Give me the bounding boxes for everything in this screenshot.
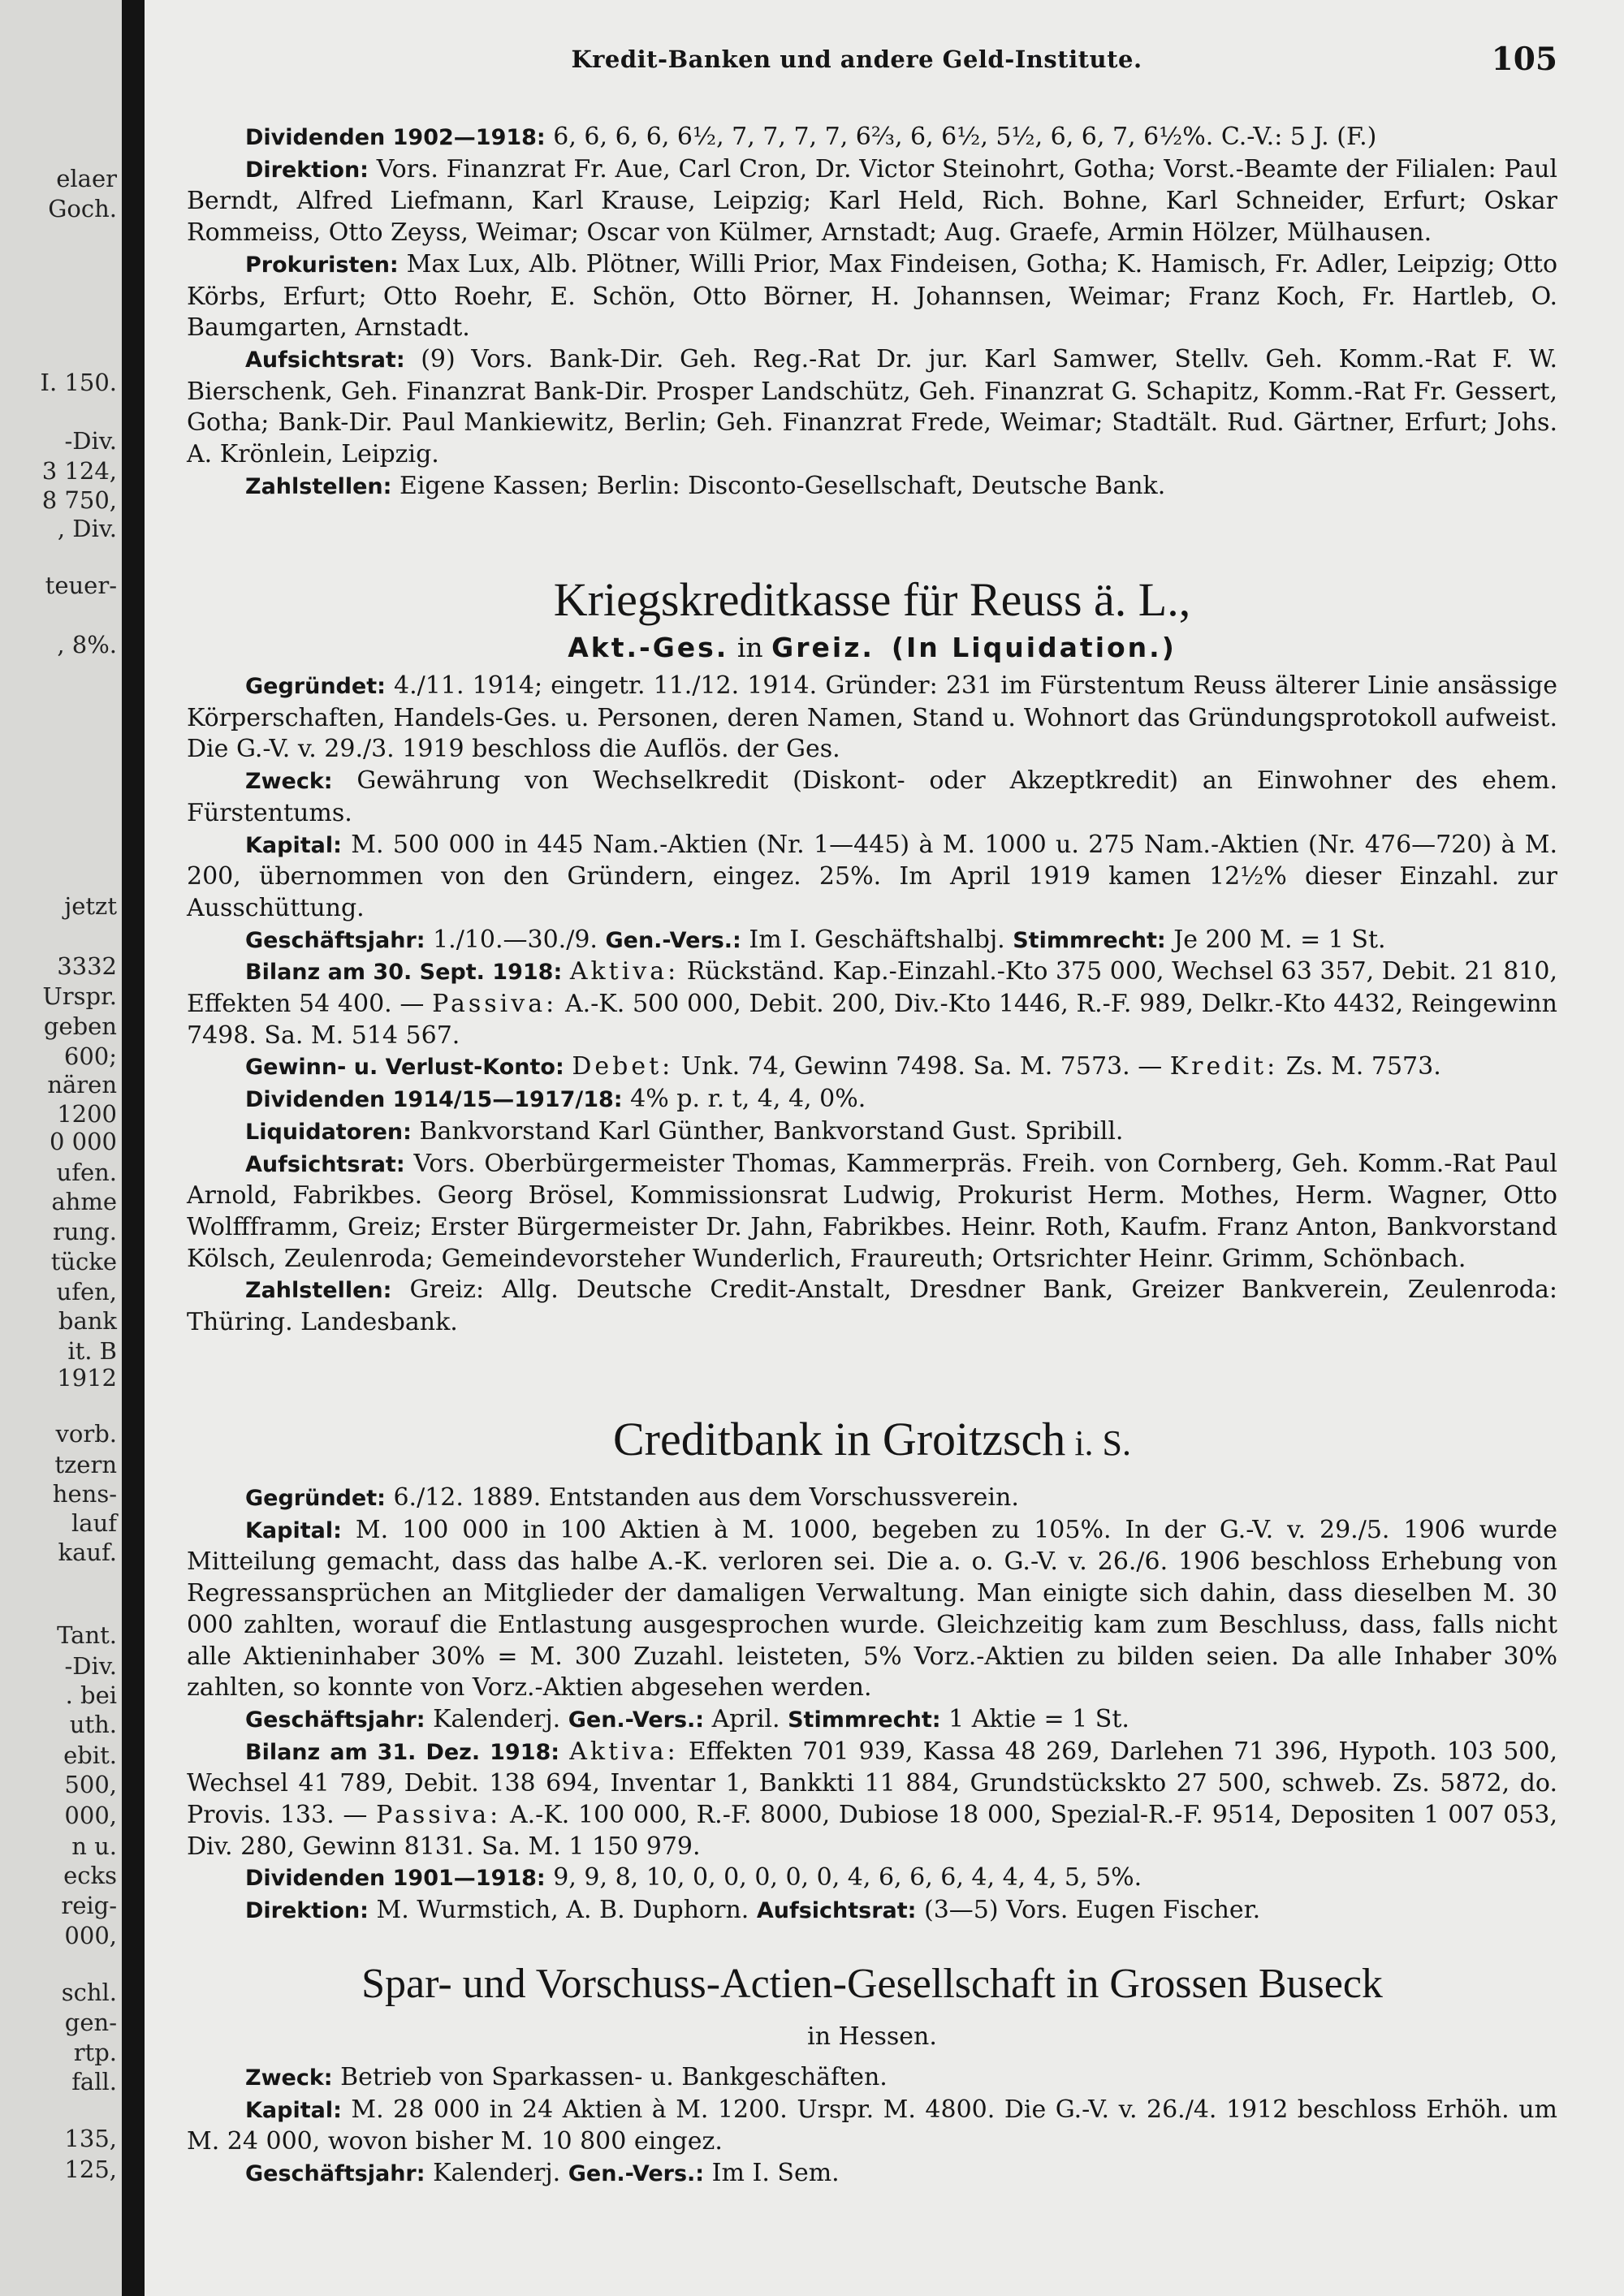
- kapital-paragraph: [187, 1515, 1557, 1704]
- direktion-paragraph: [187, 154, 1557, 249]
- running-head: Kredit-Banken und andere Geld-Institute.: [571, 45, 1142, 73]
- field-text: A.-K. 500 000, Debit. 200, Div.-Kto 1446, R.-F. 989, Delkr.-Kto 4432, Reingewinn 7498. Sa. M. 514 567.: [187, 990, 1557, 1050]
- margin-fragment: tzern: [54, 1451, 117, 1478]
- field-label: Prokuristen:: [245, 252, 399, 278]
- field-text: 6, 6, 6, 6, 6½, 7, 7, 7, 7, 6⅔, 6, 6½, 5½, 6, 6, 7, 6½%. C.-V.: 5 J. (F.): [545, 123, 1377, 151]
- prokuristen-paragraph: [187, 249, 1557, 344]
- field-text: Kalenderj.: [425, 2159, 568, 2188]
- geschaeftsjahr-paragraph: [187, 2158, 1557, 2190]
- margin-fragment: teuer-: [45, 572, 117, 599]
- aktiva-label: Aktiva:: [569, 1737, 679, 1766]
- field-text: Max Lux, Alb. Plötner, Willi Prior, Max Findeisen, Gotha; K. Hamisch, Fr. Adler, Leipzig; Otto Körbs, Erfurt; Otto Roehr, E. Schön, Otto Börner, H. Johannsen, Weimar; Franz Koch, Fr. Hartleb, O. Baumgarten, Arnstadt.: [187, 249, 1557, 343]
- field-label: Bilanz am 31. Dez. 1918:: [245, 1739, 560, 1765]
- margin-fragment: 500,: [64, 1771, 117, 1798]
- field-label: Geschäftsjahr:: [245, 1707, 425, 1733]
- field-text: A.-K. 100 000, R.-F. 8000, Dubiose 18 000, Spezial-R.-F. 9514, Depositen 1 007 053, Div. 280, Gewinn 8131. Sa. M. 1 150 979.: [187, 1801, 1558, 1861]
- margin-fragment: hens-: [52, 1480, 117, 1508]
- field-text: M. 100 000 in 100 Aktien à M. 1000, begeben zu 105%. In der G.-V. v. 29./5. 1906 wurde Mitteilung gemacht, dass das halbe A.-K. verloren sei. Die a. o. G.-V. v. 26./6. 1906 beschloss Erhebung von Regressansprüchen an Mitglieder der damaligen Verwaltung. Man einigte sich dahin, dass dieselben M. 30 000 zahlten, worauf die Entlastung ausgesprochen wurde. Gleichzeitig kam zum Beschluss, dass, falls nicht alle Aktieninhaber 30% = M. 300 Zuzahl. leisteten, 5% Vorz.-Aktien zu bilden seien. Da alle Inhaber 30% zahlten, so konnte von Vorz.-Aktien abgesehen werden.: [187, 1515, 1557, 1703]
- margin-fragment: 000,: [64, 1802, 117, 1829]
- field-text: Eigene Kassen; Berlin: Disconto-Gesellschaft, Deutsche Bank.: [391, 471, 1166, 500]
- field-label: Kapital:: [245, 832, 342, 858]
- gegruendet-paragraph: [187, 671, 1557, 766]
- field-label: Aufsichtsrat:: [245, 1151, 405, 1177]
- field-text: Kalenderj.: [425, 1704, 568, 1733]
- field-label: Dividenden 1901—1918:: [245, 1866, 546, 1892]
- margin-fragment: ufen.: [56, 1159, 117, 1186]
- margin-fragment: schl.: [61, 1979, 117, 2006]
- field-text: 9, 9, 8, 10, 0, 0, 0, 0, 0, 4, 6, 6, 6, 4, 4, 4, 5, 5%.: [545, 1863, 1142, 1892]
- title-main: Creditbank in Groitzsch: [612, 1413, 1066, 1465]
- field-text: Vors. Finanzrat Fr. Aue, Carl Cron, Dr. Victor Steinohrt, Gotha; Vorst.-Beamte der Filialen: Paul Berndt, Alfred Liefmann, Karl Krause, Leipzig; Karl Held, Rich. Bohne, Karl Schneider, Erfurt; Oskar Rommeiss, Otto Zeyss, Weimar; Oscar von Külmer, Arnstadt; Aug. Graefe, Armin Hölzer, Mülhausen.: [187, 154, 1557, 248]
- margin-fragment: geben: [43, 1012, 117, 1040]
- aufsichtsrat-paragraph: [187, 1149, 1557, 1275]
- margin-fragment: rtp.: [73, 2039, 117, 2066]
- margin-fragment: vorb.: [55, 1420, 117, 1448]
- margin-fragment: 1200: [57, 1100, 117, 1128]
- field-text: 1 Aktie = 1 St.: [940, 1704, 1129, 1733]
- kapital-paragraph: [187, 830, 1557, 925]
- field-text: Je 200 M. = 1 St.: [1165, 925, 1386, 954]
- field-label: Kapital:: [245, 1517, 342, 1543]
- gewinn-paragraph: [187, 1051, 1557, 1084]
- field-text: 1./10.—30./9.: [425, 925, 606, 954]
- margin-fragment: 600;: [63, 1042, 117, 1070]
- margin-fragment: -Div.: [64, 427, 117, 455]
- field-text: April.: [704, 1704, 788, 1733]
- entry-subtitle-kriegskreditkasse: [187, 634, 1557, 661]
- kapital-paragraph: [187, 2095, 1557, 2158]
- margin-fragment: 8 750,: [41, 486, 117, 514]
- field-text: Rückständ. Kap.-Einzahl.-Kto 375 000, Wechsel 63 357, Debit. 21 810, Effekten 54 400. —: [187, 957, 1557, 1019]
- entry-body-sparverein: [187, 2062, 1557, 2190]
- zahlstellen-paragraph: [187, 471, 1557, 503]
- margin-fragment: elaer: [56, 165, 117, 192]
- geschaeftsjahr-paragraph: [187, 1704, 1557, 1737]
- field-label: Direktion:: [245, 1898, 369, 1924]
- field-label: Aufsichtsrat:: [756, 1898, 917, 1924]
- field-text: M. 28 000 in 24 Aktien à M. 1200. Urspr. M. 4800. Die G.-V. v. 26./4. 1912 beschloss Erhöh. um M. 24 000, wovon bisher M. 10 800 eingez.: [187, 2095, 1557, 2156]
- margin-fragment: ebit.: [63, 1741, 117, 1769]
- margin-fragment: 3332: [57, 952, 117, 980]
- field-text: Unk. 74, Gewinn 7498. Sa. M. 7573. —: [673, 1052, 1170, 1081]
- previous-page-margin: [0, 0, 122, 2296]
- aufsichtsrat-paragraph: [187, 344, 1557, 471]
- field-text: M. 500 000 in 445 Nam.-Aktien (Nr. 1—445) à M. 1000 u. 275 Nam.-Aktien (Nr. 476—720) à M. 200, übernommen von den Gründern, eingez. 25%. Im April 1919 kamen 12½% dieser Einzahl. zur Ausschüttung.: [187, 830, 1557, 922]
- field-text: Im I. Geschäftshalbj.: [741, 925, 1013, 954]
- entry-title-creditbank: [187, 1413, 1557, 1465]
- field-label: Kapital:: [245, 2097, 342, 2123]
- debet-label: Debet:: [572, 1052, 674, 1081]
- entry-title-kriegskreditkasse: Kriegskreditkasse für Reuss ä. L.,: [553, 573, 1191, 626]
- subtitle-connector: in: [728, 632, 772, 663]
- field-label: Stimmrecht:: [788, 1707, 941, 1733]
- field-label: Gen.-Vers.:: [568, 1707, 705, 1733]
- entry-continuation: [187, 122, 1557, 503]
- field-label: Geschäftsjahr:: [245, 927, 425, 953]
- field-text: Betrieb von Sparkassen- u. Bankgeschäften.: [332, 2063, 888, 2091]
- margin-fragment: 135,: [64, 2125, 117, 2152]
- city: Greiz.: [771, 632, 875, 663]
- geschaeftsjahr-paragraph: [187, 925, 1557, 957]
- passiva-label: Passiva:: [376, 1801, 502, 1830]
- direktion-paragraph: [187, 1895, 1557, 1927]
- field-text: Effekten 701 939, Kassa 48 269, Darlehen 71 396, Hypoth. 103 500, Wechsel 41 789, Debit. 138 694, Inventar 1, Bankkti 11 884, Grundstückskto 27 500, schweb. Zs. 5872, do. Provis. 133. —: [187, 1737, 1557, 1830]
- dividenden-paragraph: [187, 122, 1557, 154]
- field-label: Geschäftsjahr:: [245, 2161, 425, 2187]
- field-text: Greiz: Allg. Deutsche Credit-Anstalt, Dresdner Bank, Greizer Bankverein, Zeulenroda: Thüring. Landesbank.: [187, 1275, 1557, 1337]
- margin-fragment: Goch.: [48, 195, 117, 222]
- liquidatoren-paragraph: [187, 1116, 1557, 1149]
- margin-fragment: 3 124,: [41, 457, 117, 485]
- zweck-paragraph: [187, 766, 1557, 829]
- field-text: (3—5) Vors. Eugen Fischer.: [916, 1896, 1261, 1925]
- field-label: Gegründet:: [245, 674, 386, 699]
- aktiva-label: Aktiva:: [569, 957, 680, 986]
- field-label: Gegründet:: [245, 1486, 386, 1511]
- margin-fragment: nären: [47, 1071, 117, 1098]
- field-label: Dividenden 1902—1918:: [245, 125, 546, 150]
- margin-fragment: lauf: [71, 1509, 117, 1537]
- legal-form: Akt.-Ges.: [568, 632, 729, 663]
- field-text: 4% p. r. t, 4, 4, 0%.: [622, 1085, 866, 1114]
- book-page: [145, 0, 1624, 2296]
- bilanz-paragraph: [187, 1737, 1557, 1863]
- field-label: Stimmrecht:: [1013, 927, 1166, 953]
- margin-fragment: 0 000: [49, 1128, 117, 1155]
- margin-fragment: jetzt: [64, 892, 117, 920]
- margin-fragment: fall.: [71, 2068, 117, 2095]
- margin-fragment: uth.: [69, 1711, 117, 1738]
- margin-fragment: I. 150.: [40, 369, 117, 396]
- margin-fragment: 1912: [57, 1364, 117, 1392]
- margin-fragment: ahme: [51, 1188, 117, 1215]
- margin-fragment: , 8%.: [57, 631, 117, 658]
- margin-fragment: ufen,: [56, 1278, 117, 1306]
- field-label: Gen.-Vers.:: [568, 2161, 705, 2187]
- field-text: Gewährung von Wechselkredit (Diskont- oder Akzeptkredit) an Einwohner des ehem. Fürstentums.: [187, 766, 1557, 827]
- liquidation-status: (In Liquidation.): [891, 632, 1177, 663]
- field-label: Gen.-Vers.:: [605, 927, 741, 953]
- field-label: Aufsichtsrat:: [245, 347, 405, 373]
- field-text: Zs. M. 7573.: [1278, 1052, 1441, 1081]
- margin-fragment: rung.: [53, 1218, 117, 1245]
- field-text: Bankvorstand Karl Günther, Bankvorstand Gust. Spribill.: [411, 1116, 1124, 1146]
- field-label: Zweck:: [245, 2065, 333, 2091]
- field-label: Liquidatoren:: [245, 1119, 412, 1145]
- field-label: Gewinn- u. Verlust-Konto:: [245, 1055, 564, 1081]
- entry-body-creditbank: [187, 1482, 1557, 1927]
- passiva-label: Passiva:: [432, 990, 558, 1019]
- field-label: Zahlstellen:: [245, 1278, 392, 1304]
- field-text: 4./11. 1914; eingetr. 11./12. 1914. Gründer: 231 im Fürstentum Reuss älterer Linie ansässige Körperschaften, Handels-Ges. u. Personen, deren Namen, Stand u. Wohnort das Gründungsprotokoll aufweist. Die G.-V. v. 29./3. 1919 beschloss die Auflös. der Ges.: [187, 671, 1557, 764]
- field-label: Dividenden 1914/15—1917/18:: [245, 1087, 623, 1113]
- field-text: 6./12. 1889. Entstanden aus dem Vorschussverein.: [385, 1483, 1019, 1512]
- margin-fragment: 000,: [64, 1922, 117, 1949]
- book-gutter: [122, 0, 145, 2296]
- field-label: Zahlstellen:: [245, 473, 392, 499]
- margin-fragment: reig-: [61, 1892, 117, 1919]
- zahlstellen-paragraph: [187, 1275, 1557, 1338]
- gegruendet-paragraph: [187, 1482, 1557, 1515]
- field-text: (9) Vors. Bank-Dir. Geh. Reg.-Rat Dr. jur. Karl Samwer, Stellv. Geh. Komm.-Rat F. W. Bierschenk, Geh. Finanzrat Bank-Dir. Prosper Landschütz, Geh. Finanzrat G. Schapitz, Komm.-Rat Fr. Gessert, Gotha; Bank-Dir. Paul Mankiewitz, Berlin; Geh. Finanzrat Frede, Weimar; Stadtält. Rud. Gärtner, Erfurt; Johs. A. Krönlein, Leipzig.: [187, 344, 1557, 469]
- margin-fragment: tücke: [50, 1248, 117, 1275]
- margin-fragment: kauf.: [58, 1539, 117, 1566]
- margin-fragment: , Div.: [57, 515, 117, 542]
- margin-fragment: -Div.: [64, 1652, 117, 1680]
- field-text: Im I. Sem.: [704, 2159, 840, 2188]
- margin-fragment: ecks: [63, 1862, 117, 1889]
- margin-fragment: Urspr.: [42, 982, 117, 1010]
- page-number: 105: [1491, 41, 1557, 78]
- field-text: M. Wurmstich, A. B. Duphorn.: [368, 1896, 757, 1925]
- dividenden-paragraph: [187, 1862, 1557, 1895]
- title-suffix: i. S.: [1065, 1423, 1132, 1463]
- margin-fragment: 125,: [64, 2156, 117, 2183]
- margin-fragment: bank: [58, 1307, 117, 1335]
- dividenden-paragraph: [187, 1084, 1557, 1116]
- margin-fragment: Tant.: [57, 1621, 117, 1649]
- kredit-label: Kredit:: [1169, 1052, 1279, 1081]
- field-label: Bilanz am 30. Sept. 1918:: [245, 960, 563, 986]
- entry-subtitle-sparverein: in Hessen.: [807, 2022, 937, 2051]
- entry-body-kriegskreditkasse: [187, 671, 1557, 1339]
- bilanz-paragraph: [187, 956, 1557, 1051]
- margin-fragment: it. B: [67, 1337, 117, 1365]
- zweck-paragraph: [187, 2062, 1557, 2095]
- field-label: Direktion:: [245, 157, 369, 183]
- entry-title-sparverein: Spar- und Vorschuss-Actien-Gesellschaft in Grossen Buseck: [361, 1961, 1383, 2007]
- field-label: Zweck:: [245, 769, 333, 795]
- margin-fragment: gen-: [64, 2009, 117, 2036]
- margin-fragment: n u.: [71, 1832, 117, 1860]
- field-text: Vors. Oberbürgermeister Thomas, Kammerpräs. Freih. von Cornberg, Geh. Komm.-Rat Paul Arnold, Fabrikbes. Georg Brösel, Kommissionsrat Ludwig, Prokurist Herm. Mothes, Herm. Wagner, Otto Wolffframm, Greiz; Erster Bürgermeister Dr. Jahn, Fabrikbes. Heinr. Roth, Kaufm. Franz Anton, Bankvorstand Kölsch, Zeulenroda; Gemeindevorsteher Wunderlich, Fraureuth; Ortsrichter Heinr. Grimm, Schönbach.: [187, 1149, 1557, 1273]
- margin-fragment: . bei: [65, 1681, 117, 1709]
